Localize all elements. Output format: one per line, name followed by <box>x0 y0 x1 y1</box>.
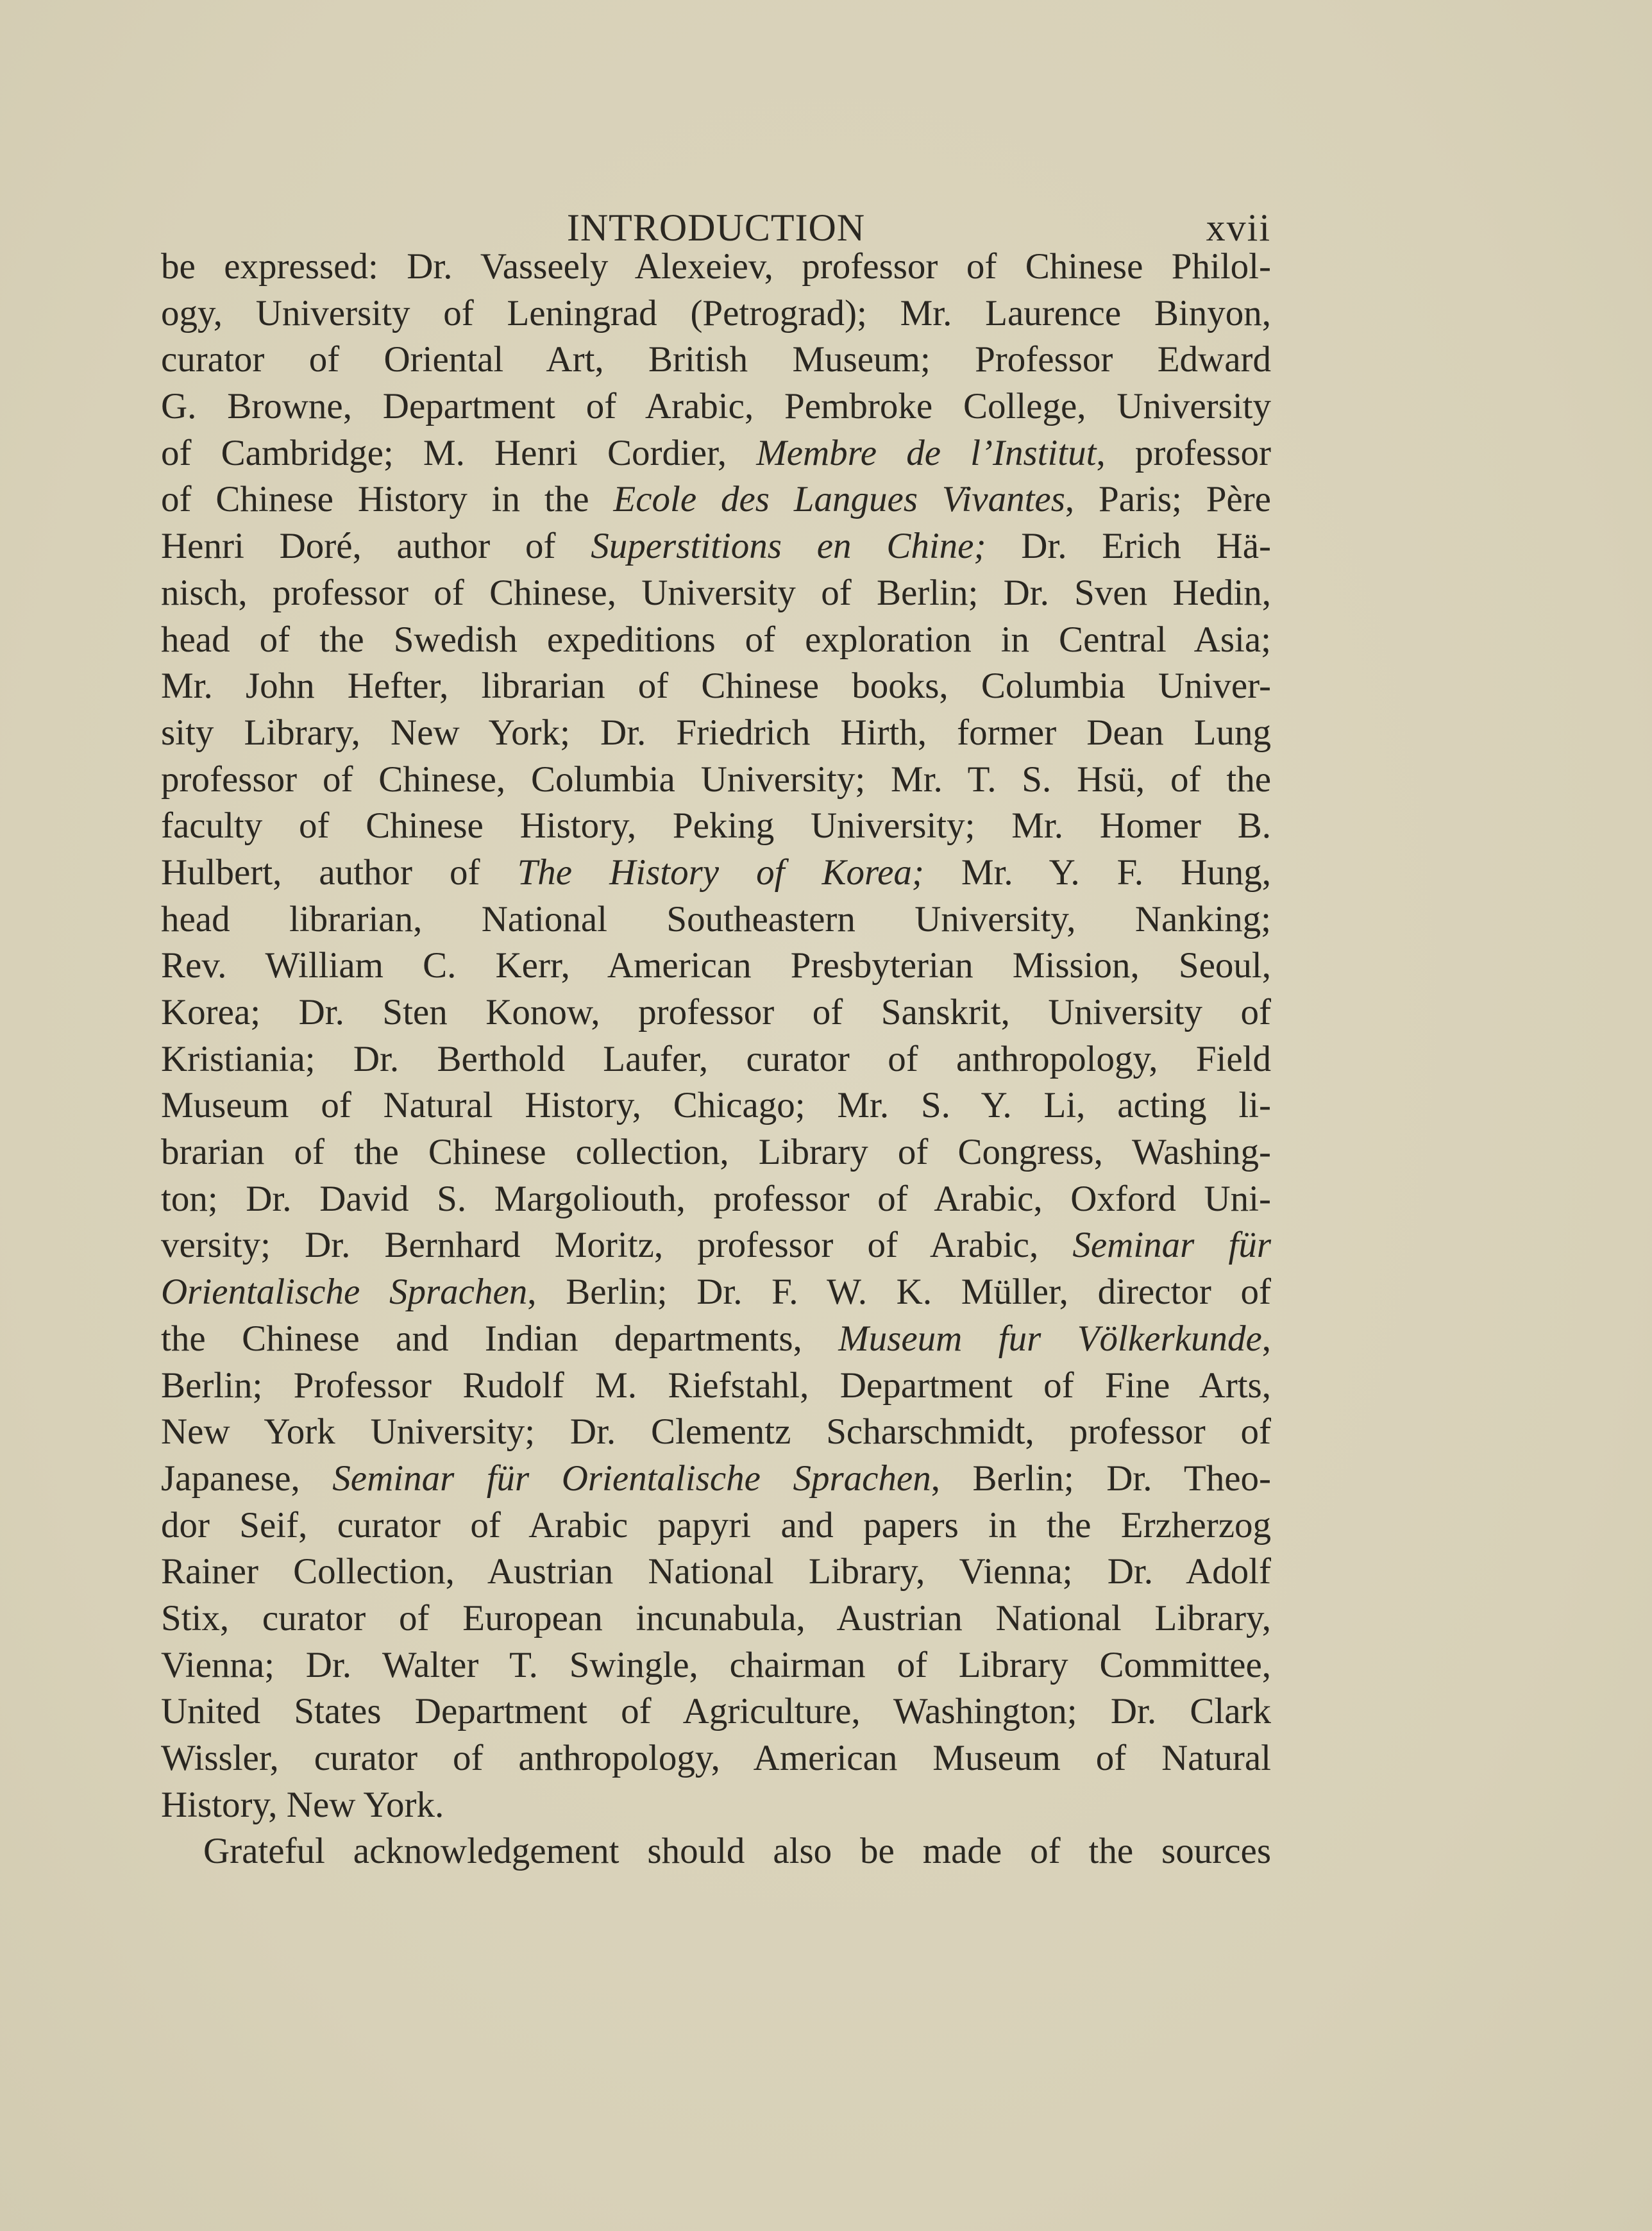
text-line <box>161 337 1271 383</box>
text-segment: United States Department of Agriculture, Washington; Dr. Clark <box>161 1691 1271 1732</box>
text-segment: of Chinese History in the <box>161 479 614 520</box>
text-segment: Korea; Dr. Sten Konow, professor of Sanskrit, University of <box>161 992 1271 1032</box>
text-line <box>161 1782 1271 1829</box>
text-segment: Vienna; Dr. Walter T. Swingle, chairman of Library Committee, <box>161 1644 1271 1685</box>
text-segment: nisch, professor of Chinese, University of Berlin; Dr. Sven Hedin, <box>161 572 1271 613</box>
text-line <box>161 430 1271 477</box>
text-segment: Japanese, <box>161 1458 333 1499</box>
text-segment: , <box>1261 1318 1271 1359</box>
text-line <box>161 1549 1271 1595</box>
text-segment: Museum of Natural History, Chicago; Mr. S. Y. Li, acting li- <box>161 1085 1271 1126</box>
text-segment: Dr. Erich Hä- <box>986 526 1271 567</box>
text-line <box>161 757 1271 804</box>
text-line <box>161 1316 1271 1363</box>
text-segment: Mr. John Hefter, librarian of Chinese books, Columbia Univer- <box>161 666 1271 707</box>
text-line <box>161 1735 1271 1782</box>
text-line <box>161 1642 1271 1689</box>
text-segment: New York University; Dr. Clementz Scharschmidt, professor of <box>161 1411 1271 1452</box>
text-segment: sity Library, New York; Dr. Friedrich Hirth, former Dean Lung <box>161 712 1271 753</box>
text-segment: brarian of the Chinese collection, Library of Congress, Washing- <box>161 1132 1271 1173</box>
italic-title: Seminar für Orientalische Sprachen <box>332 1458 931 1499</box>
italic-title: Superstitions en Chine; <box>591 526 986 567</box>
text-segment: , Berlin; Dr. F. W. K. Müller, director of <box>527 1272 1271 1313</box>
text-line <box>161 290 1271 337</box>
text-segment: be expressed: Dr. Vasseely Alexeiev, professor of Chinese Philol- <box>161 246 1271 287</box>
text-segment: ton; Dr. David S. Margoliouth, professor of Arabic, Oxford Uni- <box>161 1178 1271 1219</box>
text-segment: Rev. William C. Kerr, American Presbyterian Mission, Seoul, <box>161 945 1271 986</box>
text-segment: History, New York. <box>161 1784 444 1825</box>
text-segment: Hulbert, author of <box>161 852 518 893</box>
text-segment: , Berlin; Dr. Theo- <box>931 1458 1271 1499</box>
text-line <box>161 1409 1271 1456</box>
text-line <box>161 617 1271 664</box>
italic-title: Membre de l’Institut <box>756 432 1097 473</box>
text-segment: versity; Dr. Bernhard Moritz, professor of Arabic, <box>161 1225 1073 1266</box>
text-segment: Stix, curator of European incunabula, Austrian National Library, <box>161 1597 1271 1638</box>
text-segment: curator of Oriental Art, British Museum; Professor Edward <box>161 339 1271 380</box>
text-line <box>161 1176 1271 1223</box>
text-line <box>161 1036 1271 1083</box>
text-segment: , Paris; Père <box>1065 479 1271 520</box>
text-segment: Mr. Y. F. Hung, <box>923 852 1271 893</box>
text-line <box>161 897 1271 943</box>
text-line <box>161 1688 1271 1735</box>
italic-title: Ecole des Langues Vivantes <box>613 479 1065 520</box>
text-line <box>161 1595 1271 1642</box>
text-segment: faculty of Chinese History, Peking University; Mr. Homer B. <box>161 805 1271 846</box>
text-line <box>161 943 1271 989</box>
text-segment: ogy, University of Leningrad (Petrograd); Mr. Laurence Binyon, <box>161 292 1271 333</box>
text-segment: the Chinese and Indian departments, <box>161 1318 839 1359</box>
text-line <box>161 1503 1271 1549</box>
text-line <box>161 570 1271 617</box>
text-line <box>161 383 1271 430</box>
text-line <box>161 803 1271 850</box>
text-line <box>161 663 1271 710</box>
italic-title: The History of Korea; <box>517 852 924 893</box>
text-segment: Kristiania; Dr. Berthold Laufer, curator of anthropology, Field <box>161 1038 1271 1079</box>
text-line <box>161 244 1271 290</box>
text-segment: of Cambridge; M. Henri Cordier, <box>161 432 757 473</box>
text-line <box>161 1363 1271 1410</box>
text-segment: head of the Swedish expeditions of exploration in Central Asia; <box>161 619 1271 660</box>
text-segment: Grateful acknowledgement should also be made of the sources <box>203 1831 1271 1872</box>
text-line <box>161 989 1271 1036</box>
text-line <box>161 1269 1271 1316</box>
italic-title: Orientalische Sprachen <box>161 1272 528 1313</box>
text-segment: Wissler, curator of anthropology, American Museum of Natural <box>161 1738 1271 1778</box>
text-line <box>161 523 1271 570</box>
text-segment: Rainer Collection, Austrian National Library, Vienna; Dr. Adolf <box>161 1551 1271 1592</box>
text-segment: , professor <box>1096 432 1272 473</box>
page-number: xvii <box>1206 206 1271 249</box>
text-line <box>161 1456 1271 1503</box>
text-line <box>161 476 1271 523</box>
text-line <box>161 1828 1271 1875</box>
text-segment: professor of Chinese, Columbia University; Mr. T. S. Hsü, of the <box>161 759 1271 800</box>
text-segment: head librarian, National Southeastern University, Nanking; <box>161 898 1271 939</box>
running-title: INTRODUCTION <box>566 206 866 249</box>
text-line <box>161 850 1271 897</box>
body-text <box>161 244 1271 1875</box>
text-line <box>161 1129 1271 1176</box>
italic-title: Museum fur Völkerkunde <box>838 1318 1262 1359</box>
text-line <box>161 1082 1271 1129</box>
text-segment: dor Seif, curator of Arabic papyri and papers in the Erzherzog <box>161 1504 1271 1545</box>
text-segment: G. Browne, Department of Arabic, Pembroke College, University <box>161 386 1271 427</box>
text-line <box>161 710 1271 757</box>
text-segment: Berlin; Professor Rudolf M. Riefstahl, Department of Fine Arts, <box>161 1365 1271 1406</box>
italic-title: Seminar für <box>1072 1225 1272 1266</box>
text-segment: Henri Doré, author of <box>161 526 591 567</box>
text-line <box>161 1222 1271 1269</box>
